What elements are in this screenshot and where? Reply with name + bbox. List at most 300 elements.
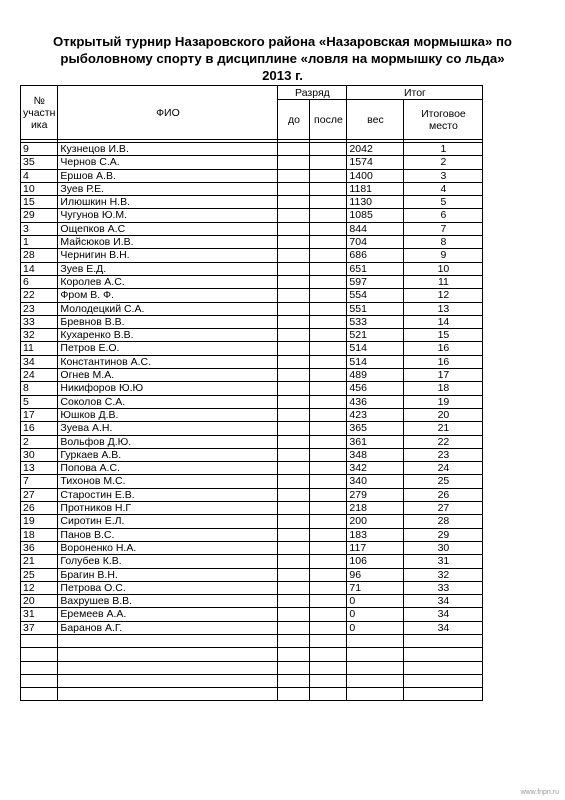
cell-fio: Майсюков И.В. bbox=[58, 236, 278, 249]
table-row bbox=[21, 382, 483, 395]
cell-final-place: 14 bbox=[404, 315, 483, 328]
cell-final-place: 22 bbox=[404, 435, 483, 448]
cell-final-place: 9 bbox=[404, 249, 483, 262]
cell-weight: 218 bbox=[347, 502, 404, 515]
cell-rank-after bbox=[310, 262, 347, 275]
cell-final-place: 34 bbox=[404, 608, 483, 621]
empty-cell bbox=[278, 674, 310, 687]
cell-final-place: 8 bbox=[404, 236, 483, 249]
cell-final-place: 16 bbox=[404, 355, 483, 368]
cell-rank-after bbox=[310, 395, 347, 408]
empty-cell bbox=[21, 688, 58, 701]
cell-rank-before bbox=[278, 408, 310, 421]
empty-cell bbox=[347, 661, 404, 674]
header-participant-number bbox=[21, 86, 58, 140]
cell-rank-before bbox=[278, 502, 310, 515]
cell-rank-before bbox=[278, 355, 310, 368]
empty-cell bbox=[310, 688, 347, 701]
cell-final-place: 34 bbox=[404, 621, 483, 634]
cell-weight: 1130 bbox=[347, 196, 404, 209]
cell-fio: Брагин В.Н. bbox=[58, 568, 278, 581]
cell-rank-before bbox=[278, 541, 310, 554]
cell-fio: Вахрушев В.В. bbox=[58, 595, 278, 608]
table-row bbox=[21, 475, 483, 488]
table-row bbox=[21, 621, 483, 634]
table-row bbox=[21, 448, 483, 461]
header-total: Итог bbox=[347, 86, 483, 100]
cell-weight: 554 bbox=[347, 289, 404, 302]
header-weight: вес bbox=[347, 100, 404, 140]
cell-weight: 117 bbox=[347, 541, 404, 554]
cell-weight: 2042 bbox=[347, 143, 404, 156]
cell-weight: 0 bbox=[347, 595, 404, 608]
cell-rank-before bbox=[278, 169, 310, 182]
cell-fio: Ершов А.В. bbox=[58, 169, 278, 182]
cell-rank-before bbox=[278, 435, 310, 448]
header-place-line-1: Итоговое bbox=[421, 107, 466, 120]
cell-fio: Огнев М.А. bbox=[58, 369, 278, 382]
cell-final-place: 12 bbox=[404, 289, 483, 302]
table-row bbox=[21, 302, 483, 315]
cell-rank-before bbox=[278, 422, 310, 435]
cell-final-place: 4 bbox=[404, 182, 483, 195]
cell-participant-number: 35 bbox=[21, 156, 58, 169]
cell-weight: 361 bbox=[347, 435, 404, 448]
cell-rank-after bbox=[310, 528, 347, 541]
cell-weight: 71 bbox=[347, 581, 404, 594]
cell-final-place: 32 bbox=[404, 568, 483, 581]
cell-weight: 423 bbox=[347, 408, 404, 421]
cell-fio: Панов В.С. bbox=[58, 528, 278, 541]
empty-cell bbox=[21, 661, 58, 674]
cell-rank-before bbox=[278, 209, 310, 222]
empty-cell bbox=[58, 634, 278, 647]
cell-rank-after bbox=[310, 302, 347, 315]
cell-final-place: 3 bbox=[404, 169, 483, 182]
cell-final-place: 13 bbox=[404, 302, 483, 315]
cell-final-place: 5 bbox=[404, 196, 483, 209]
cell-participant-number: 7 bbox=[21, 475, 58, 488]
table-row bbox=[21, 595, 483, 608]
table-row bbox=[21, 435, 483, 448]
table-row bbox=[21, 196, 483, 209]
table-row bbox=[21, 408, 483, 421]
cell-participant-number: 17 bbox=[21, 408, 58, 421]
cell-weight: 704 bbox=[347, 236, 404, 249]
cell-participant-number: 1 bbox=[21, 236, 58, 249]
empty-cell bbox=[404, 661, 483, 674]
header-place-line-2: место bbox=[429, 119, 458, 132]
cell-rank-before bbox=[278, 289, 310, 302]
cell-final-place: 27 bbox=[404, 502, 483, 515]
cell-rank-after bbox=[310, 435, 347, 448]
table-row bbox=[21, 342, 483, 355]
cell-final-place: 16 bbox=[404, 342, 483, 355]
empty-cell bbox=[310, 648, 347, 661]
cell-rank-after bbox=[310, 568, 347, 581]
cell-fio: Вольфов Д.Ю. bbox=[58, 435, 278, 448]
cell-rank-after bbox=[310, 462, 347, 475]
cell-participant-number: 25 bbox=[21, 568, 58, 581]
cell-rank-after bbox=[310, 515, 347, 528]
cell-fio: Чернов С.А. bbox=[58, 156, 278, 169]
table-row bbox=[21, 369, 483, 382]
cell-fio: Гуркаев А.В. bbox=[58, 448, 278, 461]
cell-rank-before bbox=[278, 382, 310, 395]
cell-rank-after bbox=[310, 581, 347, 594]
cell-final-place: 23 bbox=[404, 448, 483, 461]
empty-cell bbox=[278, 661, 310, 674]
cell-weight: 844 bbox=[347, 222, 404, 235]
cell-participant-number: 5 bbox=[21, 395, 58, 408]
cell-participant-number: 31 bbox=[21, 608, 58, 621]
cell-weight: 183 bbox=[347, 528, 404, 541]
cell-final-place: 33 bbox=[404, 581, 483, 594]
cell-final-place: 26 bbox=[404, 488, 483, 501]
cell-final-place: 20 bbox=[404, 408, 483, 421]
cell-fio: Старостин Е.В. bbox=[58, 488, 278, 501]
cell-rank-before bbox=[278, 448, 310, 461]
cell-participant-number: 4 bbox=[21, 169, 58, 182]
table-row bbox=[21, 488, 483, 501]
cell-rank-after bbox=[310, 355, 347, 368]
cell-weight: 686 bbox=[347, 249, 404, 262]
cell-rank-before bbox=[278, 462, 310, 475]
header-fio: ФИО bbox=[58, 86, 278, 140]
results-body bbox=[21, 143, 483, 701]
cell-fio: Соколов С.А. bbox=[58, 395, 278, 408]
cell-participant-number: 8 bbox=[21, 382, 58, 395]
cell-participant-number: 26 bbox=[21, 502, 58, 515]
table-row bbox=[21, 555, 483, 568]
cell-rank-before bbox=[278, 182, 310, 195]
cell-rank-before bbox=[278, 196, 310, 209]
cell-rank-before bbox=[278, 621, 310, 634]
cell-fio: Кухаренко В.В. bbox=[58, 329, 278, 342]
cell-participant-number: 32 bbox=[21, 329, 58, 342]
cell-participant-number: 10 bbox=[21, 182, 58, 195]
table-row bbox=[21, 528, 483, 541]
cell-rank-before bbox=[278, 528, 310, 541]
cell-fio: Сиротин Е.Л. bbox=[58, 515, 278, 528]
cell-weight: 96 bbox=[347, 568, 404, 581]
cell-fio: Баранов А.Г. bbox=[58, 621, 278, 634]
cell-rank-before bbox=[278, 568, 310, 581]
cell-rank-after bbox=[310, 408, 347, 421]
cell-rank-after bbox=[310, 422, 347, 435]
cell-rank-after bbox=[310, 143, 347, 156]
empty-cell bbox=[21, 648, 58, 661]
cell-rank-after bbox=[310, 182, 347, 195]
cell-rank-before bbox=[278, 475, 310, 488]
cell-weight: 514 bbox=[347, 342, 404, 355]
document-title bbox=[20, 33, 545, 84]
cell-rank-before bbox=[278, 342, 310, 355]
cell-final-place: 11 bbox=[404, 275, 483, 288]
cell-weight: 436 bbox=[347, 395, 404, 408]
table-row bbox=[21, 315, 483, 328]
title-line-3: 2013 г. bbox=[262, 68, 303, 83]
cell-weight: 0 bbox=[347, 621, 404, 634]
cell-participant-number: 34 bbox=[21, 355, 58, 368]
cell-fio: Чугунов Ю.М. bbox=[58, 209, 278, 222]
empty-cell bbox=[21, 634, 58, 647]
empty-cell bbox=[310, 634, 347, 647]
cell-weight: 340 bbox=[347, 475, 404, 488]
table-row bbox=[21, 541, 483, 554]
cell-fio: Тихонов М.С. bbox=[58, 475, 278, 488]
cell-rank-before bbox=[278, 395, 310, 408]
empty-cell bbox=[58, 688, 278, 701]
cell-participant-number: 33 bbox=[21, 315, 58, 328]
cell-fio: Зуева А.Н. bbox=[58, 422, 278, 435]
cell-final-place: 25 bbox=[404, 475, 483, 488]
cell-participant-number: 36 bbox=[21, 541, 58, 554]
table-row bbox=[21, 249, 483, 262]
cell-rank-after bbox=[310, 169, 347, 182]
cell-rank-before bbox=[278, 143, 310, 156]
table-row bbox=[21, 182, 483, 195]
cell-final-place: 6 bbox=[404, 209, 483, 222]
cell-fio: Молодецкий С.А. bbox=[58, 302, 278, 315]
empty-cell bbox=[310, 661, 347, 674]
cell-rank-before bbox=[278, 156, 310, 169]
table-row bbox=[21, 236, 483, 249]
table-row bbox=[21, 568, 483, 581]
table-row bbox=[21, 143, 483, 156]
cell-fio: Протников Н.Г bbox=[58, 502, 278, 515]
cell-rank-after bbox=[310, 275, 347, 288]
header-num-line-3: ика bbox=[30, 118, 48, 131]
cell-rank-before bbox=[278, 262, 310, 275]
cell-rank-before bbox=[278, 302, 310, 315]
cell-final-place: 24 bbox=[404, 462, 483, 475]
cell-weight: 1574 bbox=[347, 156, 404, 169]
empty-cell bbox=[310, 674, 347, 687]
results-table bbox=[20, 85, 483, 701]
cell-participant-number: 30 bbox=[21, 448, 58, 461]
cell-weight: 551 bbox=[347, 302, 404, 315]
table-row bbox=[21, 156, 483, 169]
cell-rank-after bbox=[310, 621, 347, 634]
cell-participant-number: 6 bbox=[21, 275, 58, 288]
cell-fio: Еремеев А.А. bbox=[58, 608, 278, 621]
cell-fio: Голубев К.В. bbox=[58, 555, 278, 568]
cell-fio: Кузнецов И.В. bbox=[58, 143, 278, 156]
table-row bbox=[21, 329, 483, 342]
table-row bbox=[21, 275, 483, 288]
cell-participant-number: 23 bbox=[21, 302, 58, 315]
cell-participant-number: 28 bbox=[21, 249, 58, 262]
table-row bbox=[21, 502, 483, 515]
cell-weight: 597 bbox=[347, 275, 404, 288]
empty-cell bbox=[58, 648, 278, 661]
cell-weight: 533 bbox=[347, 315, 404, 328]
empty-cell bbox=[278, 688, 310, 701]
cell-fio: Никифоров Ю.Ю bbox=[58, 382, 278, 395]
cell-final-place: 19 bbox=[404, 395, 483, 408]
cell-rank-after bbox=[310, 289, 347, 302]
cell-rank-before bbox=[278, 369, 310, 382]
table-row bbox=[21, 581, 483, 594]
cell-final-place: 29 bbox=[404, 528, 483, 541]
cell-participant-number: 24 bbox=[21, 369, 58, 382]
table-row bbox=[21, 608, 483, 621]
table-row bbox=[21, 222, 483, 235]
cell-rank-before bbox=[278, 315, 310, 328]
empty-cell bbox=[347, 674, 404, 687]
cell-rank-before bbox=[278, 329, 310, 342]
cell-participant-number: 37 bbox=[21, 621, 58, 634]
cell-rank-after bbox=[310, 382, 347, 395]
cell-rank-before bbox=[278, 488, 310, 501]
empty-cell bbox=[404, 674, 483, 687]
cell-participant-number: 13 bbox=[21, 462, 58, 475]
cell-rank-after bbox=[310, 448, 347, 461]
cell-rank-before bbox=[278, 515, 310, 528]
cell-participant-number: 18 bbox=[21, 528, 58, 541]
cell-final-place: 30 bbox=[404, 541, 483, 554]
cell-fio: Петрова О.С. bbox=[58, 581, 278, 594]
cell-fio: Фром В. Ф. bbox=[58, 289, 278, 302]
empty-cell bbox=[21, 674, 58, 687]
header-num-line-1: № bbox=[33, 94, 45, 107]
table-row bbox=[21, 395, 483, 408]
cell-participant-number: 3 bbox=[21, 222, 58, 235]
cell-rank-before bbox=[278, 236, 310, 249]
cell-weight: 489 bbox=[347, 369, 404, 382]
cell-participant-number: 20 bbox=[21, 595, 58, 608]
cell-rank-after bbox=[310, 329, 347, 342]
empty-cell bbox=[278, 648, 310, 661]
empty-table-row bbox=[21, 674, 483, 687]
cell-fio: Зуев Р.Е. bbox=[58, 182, 278, 195]
cell-final-place: 7 bbox=[404, 222, 483, 235]
cell-final-place: 28 bbox=[404, 515, 483, 528]
cell-rank-after bbox=[310, 475, 347, 488]
cell-participant-number: 27 bbox=[21, 488, 58, 501]
header-rank-before: до bbox=[278, 100, 310, 140]
cell-weight: 1085 bbox=[347, 209, 404, 222]
header-rank: Разряд bbox=[278, 86, 347, 100]
cell-rank-before bbox=[278, 275, 310, 288]
cell-final-place: 34 bbox=[404, 595, 483, 608]
empty-cell bbox=[404, 634, 483, 647]
cell-final-place: 31 bbox=[404, 555, 483, 568]
cell-fio: Илюшкин Н.В. bbox=[58, 196, 278, 209]
cell-rank-before bbox=[278, 595, 310, 608]
empty-cell bbox=[404, 688, 483, 701]
cell-participant-number: 29 bbox=[21, 209, 58, 222]
cell-rank-after bbox=[310, 342, 347, 355]
empty-cell bbox=[347, 648, 404, 661]
header-final-place bbox=[404, 100, 483, 140]
cell-participant-number: 14 bbox=[21, 262, 58, 275]
cell-weight: 1400 bbox=[347, 169, 404, 182]
header-rank-after: после bbox=[310, 100, 347, 140]
header-num-line-2: участн bbox=[23, 106, 56, 119]
table-row bbox=[21, 262, 483, 275]
cell-participant-number: 16 bbox=[21, 422, 58, 435]
empty-cell bbox=[347, 688, 404, 701]
cell-final-place: 15 bbox=[404, 329, 483, 342]
cell-fio: Бревнов В.В. bbox=[58, 315, 278, 328]
table-row bbox=[21, 515, 483, 528]
cell-fio: Вороненко Н.А. bbox=[58, 541, 278, 554]
cell-rank-before bbox=[278, 249, 310, 262]
cell-rank-after bbox=[310, 608, 347, 621]
cell-rank-after bbox=[310, 595, 347, 608]
cell-fio: Ощепков А.С bbox=[58, 222, 278, 235]
cell-fio: Чернигин В.Н. bbox=[58, 249, 278, 262]
cell-fio: Зуев Е.Д. bbox=[58, 262, 278, 275]
cell-fio: Попова А.С. bbox=[58, 462, 278, 475]
cell-rank-after bbox=[310, 541, 347, 554]
cell-participant-number: 15 bbox=[21, 196, 58, 209]
cell-rank-before bbox=[278, 581, 310, 594]
empty-cell bbox=[58, 674, 278, 687]
cell-final-place: 2 bbox=[404, 156, 483, 169]
cell-weight: 514 bbox=[347, 355, 404, 368]
empty-cell bbox=[347, 634, 404, 647]
cell-rank-after bbox=[310, 236, 347, 249]
table-row bbox=[21, 422, 483, 435]
table-row bbox=[21, 355, 483, 368]
cell-rank-before bbox=[278, 555, 310, 568]
cell-rank-before bbox=[278, 608, 310, 621]
cell-participant-number: 21 bbox=[21, 555, 58, 568]
empty-table-row bbox=[21, 634, 483, 647]
cell-weight: 279 bbox=[347, 488, 404, 501]
cell-final-place: 10 bbox=[404, 262, 483, 275]
cell-final-place: 17 bbox=[404, 369, 483, 382]
empty-table-row bbox=[21, 661, 483, 674]
cell-rank-after bbox=[310, 555, 347, 568]
cell-weight: 342 bbox=[347, 462, 404, 475]
cell-rank-after bbox=[310, 488, 347, 501]
empty-table-row bbox=[21, 688, 483, 701]
cell-rank-before bbox=[278, 222, 310, 235]
cell-weight: 106 bbox=[347, 555, 404, 568]
cell-rank-after bbox=[310, 156, 347, 169]
empty-cell bbox=[58, 661, 278, 674]
cell-rank-after bbox=[310, 209, 347, 222]
cell-rank-after bbox=[310, 196, 347, 209]
cell-rank-after bbox=[310, 502, 347, 515]
watermark: www.fnpn.ru bbox=[520, 789, 559, 796]
cell-fio: Петров Е.О. bbox=[58, 342, 278, 355]
title-line-2: рыболовному спорту в дисциплине «ловля на мормышку со льда» bbox=[60, 51, 505, 66]
cell-weight: 456 bbox=[347, 382, 404, 395]
cell-weight: 0 bbox=[347, 608, 404, 621]
empty-table-row bbox=[21, 648, 483, 661]
cell-participant-number: 22 bbox=[21, 289, 58, 302]
cell-rank-after bbox=[310, 369, 347, 382]
cell-rank-after bbox=[310, 222, 347, 235]
cell-participant-number: 9 bbox=[21, 143, 58, 156]
cell-weight: 348 bbox=[347, 448, 404, 461]
cell-rank-after bbox=[310, 249, 347, 262]
cell-final-place: 21 bbox=[404, 422, 483, 435]
cell-final-place: 1 bbox=[404, 143, 483, 156]
cell-fio: Юшков Д.В. bbox=[58, 408, 278, 421]
cell-weight: 651 bbox=[347, 262, 404, 275]
empty-cell bbox=[404, 648, 483, 661]
cell-weight: 1181 bbox=[347, 182, 404, 195]
table-row bbox=[21, 289, 483, 302]
cell-weight: 200 bbox=[347, 515, 404, 528]
cell-fio: Королев А.С. bbox=[58, 275, 278, 288]
